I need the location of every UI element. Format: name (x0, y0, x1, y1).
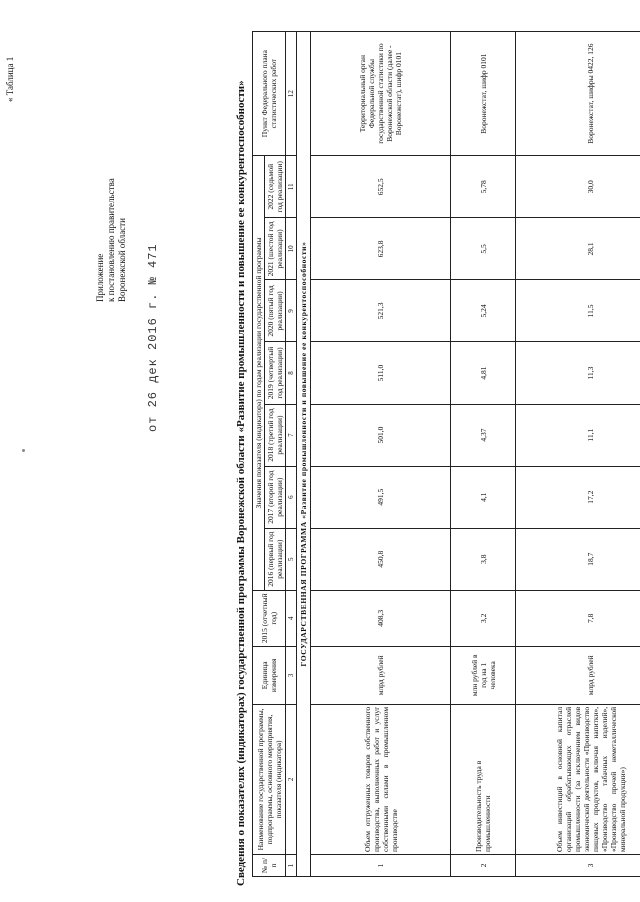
column-index: 8 (286, 342, 297, 404)
row-value-2018: 4,37 (451, 404, 516, 466)
table-row (516, 32, 640, 877)
header-row-1 (253, 32, 265, 877)
header-plan: Пункт Федерального плана статистических работ (253, 32, 286, 156)
row-plan: Территориальный орган Федеральной службы государственной статистики по Воронежской области (далее - Воронежстат), шифр 0101 (311, 32, 451, 156)
appendix-block (95, 102, 128, 302)
row-value-2021: 623,8 (311, 218, 451, 280)
column-index: 7 (286, 404, 297, 466)
row-value-2020: 11,5 (516, 280, 640, 342)
appendix-line-2: к постановлению правительства (106, 178, 116, 302)
header-2017: 2017 (второй год реализации) (265, 466, 286, 528)
header-2019: 2019 (четвертый год реализации) (265, 342, 286, 404)
row-value-2017: 4,1 (451, 466, 516, 528)
row-value-2015: 7,8 (516, 590, 640, 646)
header-values-group: Значения показателя (индикатора) по годам реализации государственной программы (253, 156, 265, 591)
row-value-2021: 5,5 (451, 218, 516, 280)
row-name: Объем инвестиций в основной капитал организаций обрабатывающих отраслей промышленности (за исключением видов экономической деятельности «Производство пищевых продуктов, включая напитки», «Производство табачных изделий», «Производство прочей неметаллической минеральной продукции») (516, 704, 640, 854)
column-index: 6 (286, 466, 297, 528)
row-value-2016: 3,8 (451, 528, 516, 590)
row-value-2015: 408,3 (311, 590, 451, 646)
column-index-row (286, 32, 297, 877)
row-num: 1 (311, 854, 451, 876)
column-index: 12 (286, 32, 297, 156)
row-value-2021: 28,1 (516, 218, 640, 280)
row-value-2022: 5,78 (451, 156, 516, 218)
row-value-2016: 18,7 (516, 528, 640, 590)
row-value-2017: 491,5 (311, 466, 451, 528)
appendix-line-1: Приложение (95, 253, 105, 302)
column-index: 3 (286, 646, 297, 704)
row-value-2015: 3,2 (451, 590, 516, 646)
row-value-2019: 511,0 (311, 342, 451, 404)
document-title: Сведения о показателях (индикаторах) государственной программы Воронежской области «Развитие промышленности и повышение ее конкурентоспособности» (235, 80, 247, 886)
row-name: Производительность труда в промышленности (451, 704, 516, 854)
table-row (451, 32, 516, 877)
row-name: Объем отгруженных товаров собственного производства, выполненных работ и услуг собственными силами в промышленном производстве (311, 704, 451, 854)
indicators-table (252, 31, 640, 877)
header-num: № п/п (253, 854, 286, 876)
header-2022: 2022 (седьмой год реализации) (265, 156, 286, 218)
program-section-title: ГОСУДАРСТВЕННАЯ ПРОГРАММА «Развитие промышленности и повышение ее конкурентоспособности» (297, 32, 311, 877)
row-value-2017: 17,2 (516, 466, 640, 528)
row-num: 2 (451, 854, 516, 876)
column-index: 5 (286, 528, 297, 590)
header-2020: 2020 (пятый год реализации) (265, 280, 286, 342)
row-value-2020: 5,24 (451, 280, 516, 342)
table-row (311, 32, 451, 877)
row-unit: млн рублей в год на 1 человека (451, 646, 516, 704)
row-value-2022: 652,5 (311, 156, 451, 218)
table-number: « Таблица 1 (5, 56, 15, 102)
scan-speck (22, 449, 25, 452)
column-index: 11 (286, 156, 297, 218)
row-unit: млрд рублей (516, 646, 640, 704)
column-index: 4 (286, 590, 297, 646)
row-value-2018: 11,1 (516, 404, 640, 466)
row-plan: Воронежстат, шифры 0422, 126 (516, 32, 640, 156)
header-unit: Единица измерения (253, 646, 286, 704)
row-value-2020: 521,3 (311, 280, 451, 342)
column-index: 9 (286, 280, 297, 342)
column-index: 2 (286, 704, 297, 854)
appendix-line-3: Воронежской области (117, 218, 127, 302)
row-value-2016: 450,8 (311, 528, 451, 590)
header-name: Наименование государственной программы, подпрограммы, основного мероприятия, показателя (индикатора) (253, 704, 286, 854)
header-2015: 2015 (отчетный год) (253, 590, 286, 646)
program-section-row (297, 32, 311, 877)
row-unit: млрд рублей (311, 646, 451, 704)
row-num: 3 (516, 854, 640, 876)
column-index: 10 (286, 218, 297, 280)
row-value-2019: 11,3 (516, 342, 640, 404)
header-2018: 2018 (третий год реализации) (265, 404, 286, 466)
row-value-2022: 30,0 (516, 156, 640, 218)
column-index: 1 (286, 854, 297, 876)
header-2016: 2016 (первый год реализации) (265, 528, 286, 590)
row-value-2019: 4,81 (451, 342, 516, 404)
row-value-2018: 501,0 (311, 404, 451, 466)
row-plan: Воронежстат, шифр 0101 (451, 32, 516, 156)
header-2021: 2021 (шестой год реализации) (265, 218, 286, 280)
date-stamp: от 26 дек 2016 г. № 471 (146, 243, 160, 432)
